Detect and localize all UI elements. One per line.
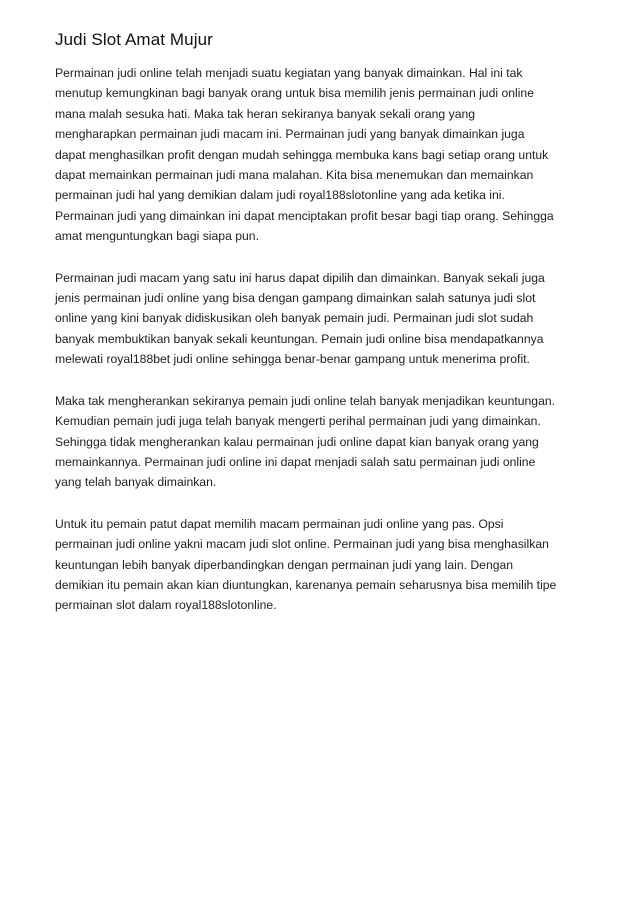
text-line: Permainan judi macam yang satu ini harus dapat dipilih dan dimainkan. Banyak sekali juga xyxy=(55,270,545,285)
text-line: Untuk itu pemain patut dapat memilih macam permainan judi online yang pas. Opsi xyxy=(55,516,504,531)
text-line: menutup kemungkinan bagi banyak orang untuk bisa memilih jenis permainan judi online xyxy=(55,86,534,101)
text-line: banyak membuktikan banyak sekali keuntungan. Pemain judi online bisa mendapatkannya xyxy=(55,331,544,346)
text-line: Sehingga tidak mengherankan kalau permainan judi online dapat kian banyak orang yang xyxy=(55,434,539,449)
paragraph-3 xyxy=(55,391,590,493)
text-line: amat menguntungkan bagi siapa pun. xyxy=(55,229,259,244)
text-line: Kemudian pemain judi juga telah banyak mengerti perihal permainan judi yang dimainkan. xyxy=(55,414,541,429)
text-line: online yang kini banyak didiskusikan oleh banyak pemain judi. Permainan judi slot sudah xyxy=(55,311,534,326)
text-line: memainkannya. Permainan judi online ini dapat menjadi salah satu permainan judi online xyxy=(55,454,536,469)
document-content xyxy=(55,29,590,637)
text-line: jenis permainan judi online yang bisa dengan gampang dimainkan salah satunya judi slot xyxy=(55,291,536,306)
paragraph-2 xyxy=(55,268,590,370)
text-line: dapat memainkan permainan judi mana malahan. Kita bisa menemukan dan memainkan xyxy=(55,168,534,183)
text-line: permainan judi hal yang demikian dalam judi royal188slotonline yang ada ketika ini. xyxy=(55,188,505,203)
paragraph-4 xyxy=(55,514,590,616)
text-line: keuntungan lebih banyak diperbandingkan dengan permainan judi yang lain. Dengan xyxy=(55,557,514,572)
text-line: mana malah sesuka hati. Maka tak heran sekiranya banyak sekali orang yang xyxy=(55,106,476,121)
text-line: Permainan judi yang dimainkan ini dapat menciptakan profit besar bagi tiap orang. Sehingga xyxy=(55,208,554,223)
text-line: mengharapkan permainan judi macam ini. Permainan judi yang banyak dimainkan juga xyxy=(55,127,525,142)
document-title: Judi Slot Amat Mujur xyxy=(55,30,213,49)
text-line: dapat menghasilkan profit dengan mudah sehingga membuka kans bagi setiap orang untuk xyxy=(55,147,549,162)
text-line: melewati royal188bet judi online sehingga benar-benar gampang untuk menerima profit. xyxy=(55,352,530,367)
text-line: demikian itu pemain akan kian diuntungkan, karenanya pemain seharusnya bisa memilih tipe xyxy=(55,577,557,592)
text-line: Permainan judi online telah menjadi suatu kegiatan yang banyak dimainkan. Hal ini tak xyxy=(55,66,523,80)
text-line: yang telah banyak dimainkan. xyxy=(55,475,217,490)
text-line: Maka tak mengherankan sekiranya pemain judi online telah banyak menjadikan keuntungan. xyxy=(55,393,556,408)
paragraph-1 xyxy=(55,63,590,247)
text-line: permainan judi online yakni macam judi slot online. Permainan judi yang bisa menghasilkan xyxy=(55,537,549,552)
text-line: permainan slot dalam royal188slotonline. xyxy=(55,598,277,613)
